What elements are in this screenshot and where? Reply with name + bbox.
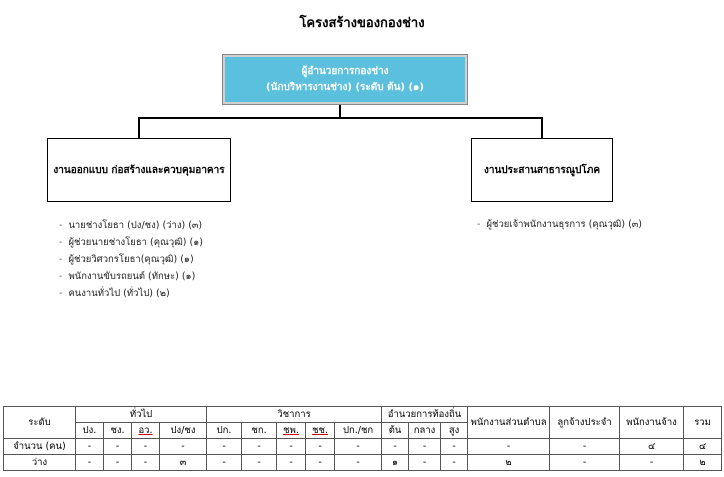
table-cell: ๒ bbox=[468, 455, 550, 471]
table-cell: - bbox=[409, 455, 441, 471]
table-cell: - bbox=[306, 455, 335, 471]
table-cell: - bbox=[441, 439, 468, 455]
subheader-cell: สูง bbox=[441, 423, 468, 439]
table-cell: - bbox=[242, 455, 277, 471]
subheader-cell: ชพ. bbox=[277, 423, 306, 439]
design-construction-box: งานออกแบบ ก่อสร้างและควบคุมอาคาร bbox=[47, 138, 231, 202]
total-header: รวม bbox=[684, 407, 722, 439]
subheader-cell: ชก. bbox=[242, 423, 277, 439]
employee-local-header: พนักงานส่วนตำบล bbox=[468, 407, 550, 439]
director-title: ผู้อำนวยการกองช่าง bbox=[301, 65, 389, 77]
subheader-cell: กลาง bbox=[409, 423, 441, 439]
list-item: - ผู้ช่วยเจ้าพนักงานธุรการ (คุณวุฒิ) (๓) bbox=[477, 216, 642, 233]
academic-group-header: วิชาการ bbox=[207, 407, 382, 423]
general-group-header: ทั่วไป bbox=[76, 407, 207, 423]
contract-staff-header: พนักงานจ้าง bbox=[620, 407, 684, 439]
table-cell: - bbox=[76, 455, 104, 471]
table-header-row bbox=[4, 407, 722, 423]
subheader-cell: ชง. bbox=[104, 423, 132, 439]
table-cell: - bbox=[207, 455, 242, 471]
table-cell: ๒ bbox=[684, 455, 722, 471]
table-cell: - bbox=[277, 455, 306, 471]
table-cell: - bbox=[277, 439, 306, 455]
connector-left-vertical bbox=[138, 117, 140, 138]
table-cell: - bbox=[76, 439, 104, 455]
director-subtitle: (นักบริหารงานช่าง) (ระดับ ต้น) (๑) bbox=[266, 81, 424, 93]
connector-horizontal bbox=[138, 117, 542, 119]
table-row-count bbox=[4, 439, 722, 455]
subheader-cell: ปง. bbox=[76, 423, 104, 439]
list-item: - พนักงานขับรถยนต์ (ทักษะ) (๑) bbox=[59, 268, 203, 285]
table-cell: - bbox=[441, 455, 468, 471]
subheader-cell: ปก. bbox=[207, 423, 242, 439]
list-item: - ผู้ช่วยวิศวกรโยธา(คุณวุฒิ) (๑) bbox=[59, 251, 203, 268]
table-cell: - bbox=[132, 439, 160, 455]
connector-top-vertical bbox=[339, 104, 341, 117]
table-cell: ๔ bbox=[684, 439, 722, 455]
design-construction-staff-list bbox=[59, 217, 203, 302]
subheader-cell: อว. bbox=[132, 423, 160, 439]
row-label: จำนวน (คน) bbox=[4, 439, 76, 455]
table-cell: - bbox=[382, 439, 409, 455]
table-cell: - bbox=[409, 439, 441, 455]
table-cell: - bbox=[620, 455, 684, 471]
table-cell: ๑ bbox=[382, 455, 409, 471]
table-cell: - bbox=[550, 455, 620, 471]
table-cell: - bbox=[468, 439, 550, 455]
table-cell: - bbox=[550, 439, 620, 455]
utilities-box: งานประสานสาธารณูปโภค bbox=[471, 138, 613, 202]
permanent-worker-header: ลูกจ้างประจำ bbox=[550, 407, 620, 439]
table-cell: - bbox=[335, 455, 382, 471]
director-box bbox=[223, 55, 467, 104]
connector-right-vertical bbox=[541, 117, 543, 138]
table-cell: ๔ bbox=[620, 439, 684, 455]
utilities-staff-list bbox=[477, 216, 642, 233]
row-label: ว่าง bbox=[4, 455, 76, 471]
table-cell: - bbox=[132, 455, 160, 471]
page-title: โครงสร้างของกองช่าง bbox=[299, 16, 425, 31]
table-cell: - bbox=[306, 439, 335, 455]
list-item: - นายช่างโยธา (ปง/ชง) (ว่าง) (๓) bbox=[59, 217, 203, 234]
subheader-cell: ปก./ชก bbox=[335, 423, 382, 439]
subheader-cell: ชช. bbox=[306, 423, 335, 439]
table-cell: ๓ bbox=[160, 455, 207, 471]
table-cell: - bbox=[242, 439, 277, 455]
subheader-cell: ต้น bbox=[382, 423, 409, 439]
list-item: - คนงานทั่วไป (ทั่วไป) (๒) bbox=[59, 285, 203, 302]
table-cell: - bbox=[104, 455, 132, 471]
director-group-header: อำนวยการท้องถิ่น bbox=[382, 407, 468, 423]
table-cell: - bbox=[335, 439, 382, 455]
level-header: ระดับ bbox=[4, 407, 76, 439]
table-cell: - bbox=[104, 439, 132, 455]
staff-summary-table bbox=[3, 406, 722, 471]
table-cell: - bbox=[160, 439, 207, 455]
subheader-cell: ปง/ชง bbox=[160, 423, 207, 439]
list-item: - ผู้ช่วยนายช่างโยธา (คุณวุฒิ) (๑) bbox=[59, 234, 203, 251]
table-cell: - bbox=[207, 439, 242, 455]
table-row-vacant bbox=[4, 455, 722, 471]
